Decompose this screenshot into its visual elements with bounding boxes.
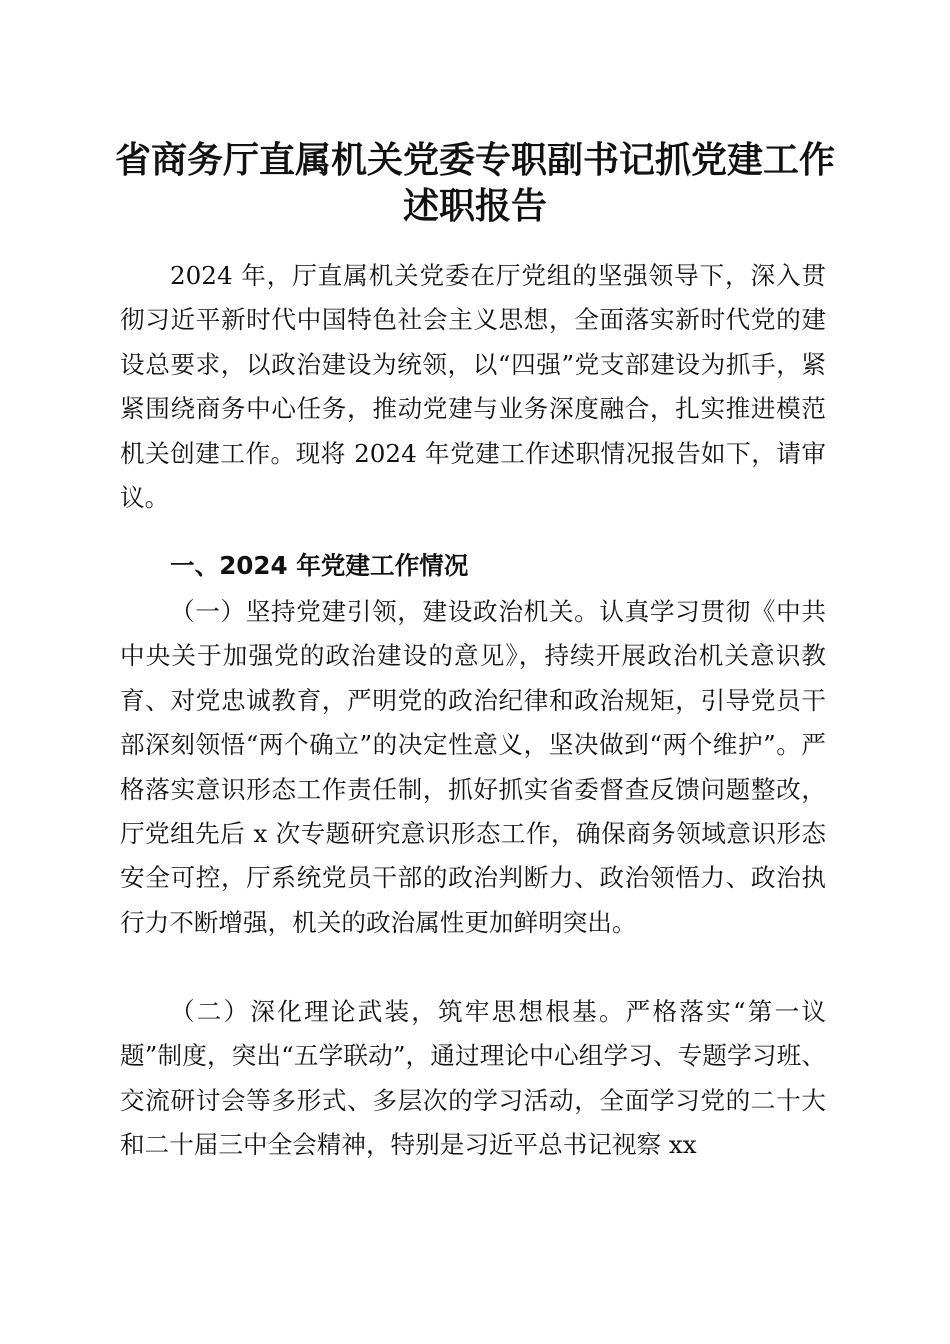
section-heading-1: 一、2024 年党建工作情况	[170, 551, 469, 580]
document-title-line2: 述职报告	[402, 185, 547, 227]
section1-lead: （一）坚持党建引领，建设政治机关。	[170, 597, 600, 626]
section1-body: 认真学习贯彻《中共中央关于加强党的政治建设的意见》，持续开展政治机关意识教育、对党忠诚教育，严明党的政治纪律和政治规矩，引导党员干部深刻领悟“两个确立”的决定性意义，坚决做到“两个维护”。严格落实意识形态工作责任制，抓好抓实省委督查反馈问题整改，厅党组先后 x 次专题研究意识形态工作，确保商务领域意识形态安全可控，厅系统党员干部的政治判断力、政治领悟力、政治执行力不断增强，机关的政治属性更加鲜明突出。	[120, 597, 826, 937]
section2-lead: （二）深化理论武装，筑牢思想根基。	[170, 997, 626, 1026]
section1-paragraph	[120, 590, 826, 945]
section2-body: 严格落实“第一议题”制度，突出“五学联动”，通过理论中心组学习、专题学习班、交流研讨会等多形式、多层次的学习活动，全面学习党的二十大和二十届三中全会精神，特别是习近平总书记视察 xx	[120, 997, 826, 1160]
section2-paragraph	[120, 990, 826, 1168]
document-title-line1: 省商务厅直属机关党委专职副书记抓党建工作	[114, 139, 835, 181]
intro-paragraph: 2024 年，厅直属机关党委在厅党组的坚强领导下，深入贯彻习近平新时代中国特色社会主义思想，全面落实新时代党的建设总要求，以政治建设为统领，以“四强”党支部建设为抓手，紧紧围绕商务中心任务，推动党建与业务深度融合，扎实推进模范机关创建工作。现将 2024 年党建工作述职情况报告如下，请审议。	[120, 261, 826, 513]
